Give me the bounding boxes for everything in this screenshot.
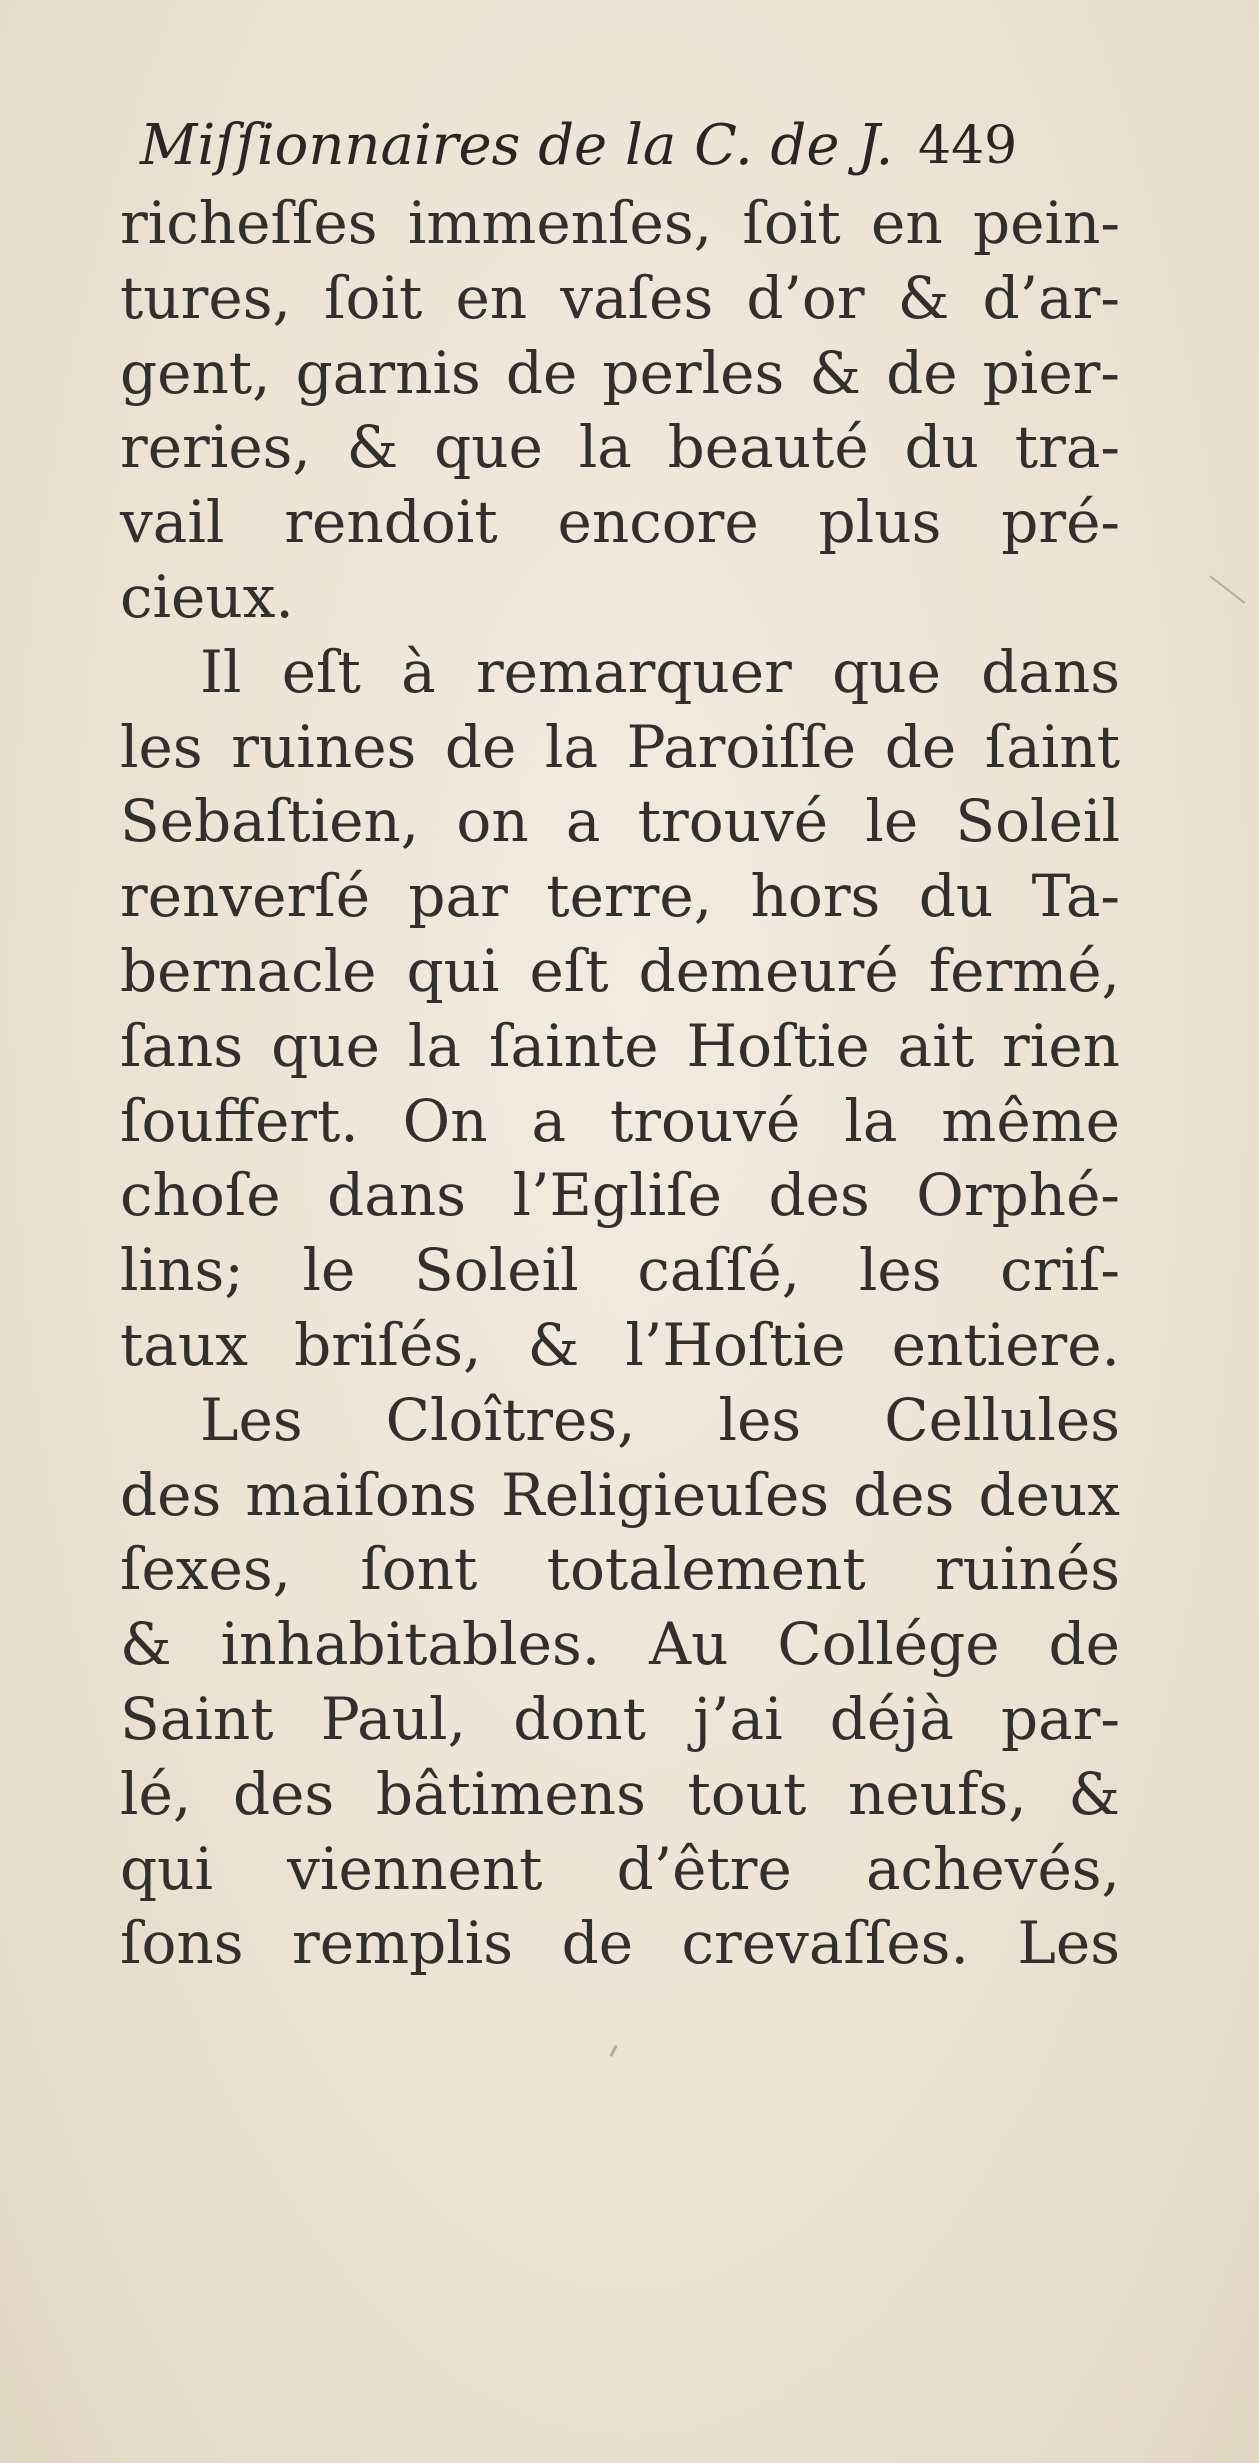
text-line: des maiſons Religieuſes des deux <box>120 1460 1120 1529</box>
text-line: choſe dans l’Egliſe des Orphé- <box>120 1161 1120 1230</box>
text-line: lé, des bâtimens tout neufs, & <box>120 1759 1120 1828</box>
text-line: ſons remplis de crevaſſes. Les <box>120 1909 1120 1978</box>
body-text <box>120 186 1120 1981</box>
page-header <box>140 108 1140 184</box>
text-line: ſouffert. On a trouvé la même <box>120 1086 1120 1155</box>
text-line: Saint Paul, dont j’ai déjà par- <box>120 1684 1120 1753</box>
text-line: cieux. <box>120 562 294 631</box>
text-line: ſans que la ſainte Hoſtie ait rien <box>120 1011 1120 1080</box>
text-line: bernacle qui eſt demeuré fermé, <box>120 936 1120 1005</box>
text-line: & inhabitables. Au Collége de <box>120 1610 1120 1679</box>
running-head: Miſſionnaires de la C. de J. <box>140 113 894 178</box>
text-line: renverſé par terre, hors du Ta- <box>120 862 1120 931</box>
text-line: ſexes, ſont totalement ruinés <box>120 1535 1120 1604</box>
page-number: 449 <box>918 116 1018 176</box>
text-line: Les Cloîtres, les Cellules <box>200 1385 1120 1454</box>
text-line: taux briſés, & l’Hoſtie entiere. <box>120 1310 1120 1379</box>
text-line: tures, ſoit en vaſes d’or & d’ar- <box>120 263 1120 332</box>
text-line: richeſſes immenſes, ſoit en pein- <box>120 189 1120 257</box>
text-line: vail rendoit encore plus pré- <box>120 488 1120 557</box>
paper-speck <box>1209 575 1245 604</box>
paper-speck <box>609 2045 617 2057</box>
text-line: les ruines de la Paroiſſe de ſaint <box>120 712 1120 781</box>
text-line: gent, garnis de perles & de pier- <box>120 338 1120 407</box>
text-line: reries, & que la beauté du tra- <box>120 413 1120 482</box>
text-line: Sebaſtien, on a trouvé le Soleil <box>120 787 1120 856</box>
text-line: qui viennent d’être achevés, <box>120 1834 1120 1903</box>
text-line: lins; le Soleil caſſé, les criſ- <box>120 1236 1120 1305</box>
text-line: Il eſt à remarquer que dans <box>200 637 1120 706</box>
